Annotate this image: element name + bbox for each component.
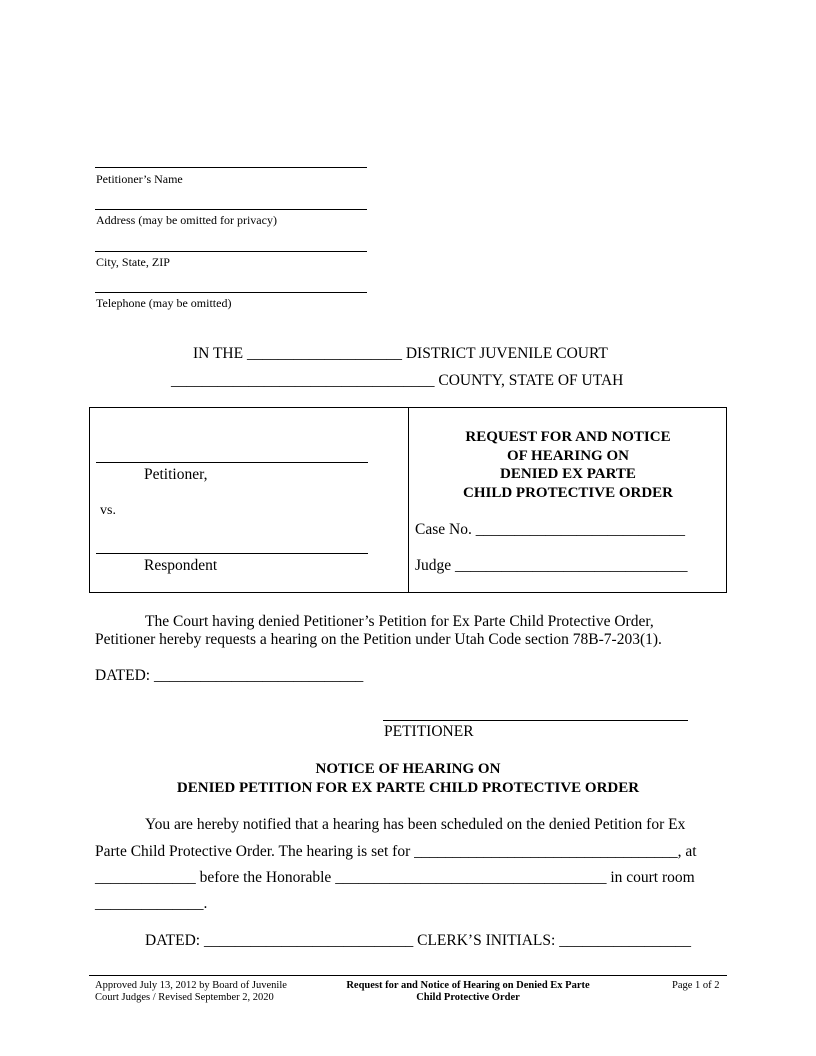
city-label: City, State, ZIP <box>96 255 170 269</box>
judge-row <box>415 557 688 575</box>
footer-form-title-line2: Child Protective Order <box>416 992 520 1003</box>
petitioner-name-label: Petitioner’s Name <box>96 172 183 186</box>
petitioner-signature-label: PETITIONER <box>384 723 474 740</box>
case-number-label: Case No. <box>415 521 472 538</box>
caption-title-line3: DENIED EX PARTE <box>500 466 636 482</box>
request-dated-label: DATED: <box>95 667 151 684</box>
city-line <box>95 251 367 252</box>
case-number-row <box>415 521 685 539</box>
notice-title <box>0 760 816 798</box>
court-room-blank: ______________. <box>95 895 208 912</box>
district-blank: ____________________ <box>246 345 402 362</box>
notice-line2 <box>95 843 697 861</box>
court-header-line1 <box>193 345 608 363</box>
footer-approved-line: Approved July 13, 2012 by Board of Juvenile <box>95 980 287 991</box>
notice-dated-label: DATED: <box>145 932 201 949</box>
county-suffix: COUNTY, STATE OF UTAH <box>438 372 624 389</box>
court-header-suffix: DISTRICT JUVENILE COURT <box>405 345 608 362</box>
vs-label: vs. <box>100 503 116 518</box>
judge-blank: ______________________________ <box>455 557 688 574</box>
footer-page-number: Page 1 of 2 <box>672 980 720 991</box>
caption-title <box>409 428 727 502</box>
caption-title-line2: OF HEARING ON <box>507 447 629 464</box>
judge-label: Judge <box>415 557 452 574</box>
request-paragraph-line1: The Court having denied Petitioner’s Petition for Ex Parte Child Protective Order, <box>145 613 654 630</box>
clerk-initials-label: CLERK’S INITIALS: <box>417 932 556 949</box>
notice-line3-middle: before the Honorable <box>199 869 332 886</box>
petitioner-caption-line <box>96 462 368 463</box>
notice-title-line1: NOTICE OF HEARING ON <box>315 761 501 777</box>
hearing-time-blank: _____________ <box>95 869 196 886</box>
petitioner-name-line <box>95 167 367 168</box>
request-paragraph-line2: Petitioner hereby requests a hearing on the Petition under Utah Code section 78B-7-203(1). <box>95 631 662 648</box>
notice-line3-suffix: in court room <box>610 869 695 886</box>
clerk-initials-blank: _________________ <box>559 932 691 949</box>
respondent-caption-label: Respondent <box>144 557 218 574</box>
address-label: Address (may be omitted for privacy) <box>96 213 277 227</box>
footer-form-title-line1: Request for and Notice of Hearing on Denied Ex Parte <box>346 980 590 991</box>
case-caption-box <box>89 407 727 593</box>
telephone-line <box>95 292 367 293</box>
court-header-line2 <box>171 372 623 390</box>
notice-line1: You are hereby notified that a hearing has been scheduled on the denied Petition for Ex <box>145 816 686 833</box>
notice-dated-row <box>145 932 691 950</box>
hearing-date-blank: __________________________________ <box>414 843 678 860</box>
request-dated-row <box>95 667 363 685</box>
telephone-label: Telephone (may be omitted) <box>96 296 232 310</box>
footer-rule <box>89 975 727 976</box>
notice-line2-prefix: Parte Child Protective Order. The hearing is set for <box>95 843 411 860</box>
petitioner-signature-line <box>383 720 688 721</box>
petitioner-caption-label: Petitioner, <box>144 466 208 483</box>
county-blank: __________________________________ <box>171 372 435 389</box>
caption-title-line1: REQUEST FOR AND NOTICE <box>465 429 671 445</box>
request-dated-blank: ___________________________ <box>153 667 364 684</box>
respondent-caption-line <box>96 553 368 554</box>
notice-dated-blank: ___________________________ <box>203 932 414 949</box>
case-number-blank: ___________________________ <box>475 521 685 538</box>
footer-center <box>318 980 618 1004</box>
footer-left <box>95 980 287 1004</box>
notice-title-line2: DENIED PETITION FOR EX PARTE CHILD PROTECTIVE ORDER <box>176 780 640 796</box>
notice-line2-suffix: , at <box>677 843 697 860</box>
notice-line3 <box>95 869 695 887</box>
address-line <box>95 209 367 210</box>
judge-name-blank: ___________________________________ <box>335 869 607 886</box>
caption-title-line4: CHILD PROTECTIVE ORDER <box>462 484 674 501</box>
footer-revised-line: Court Judges / Revised September 2, 2020 <box>95 992 274 1003</box>
court-header-prefix: IN THE <box>193 345 244 362</box>
